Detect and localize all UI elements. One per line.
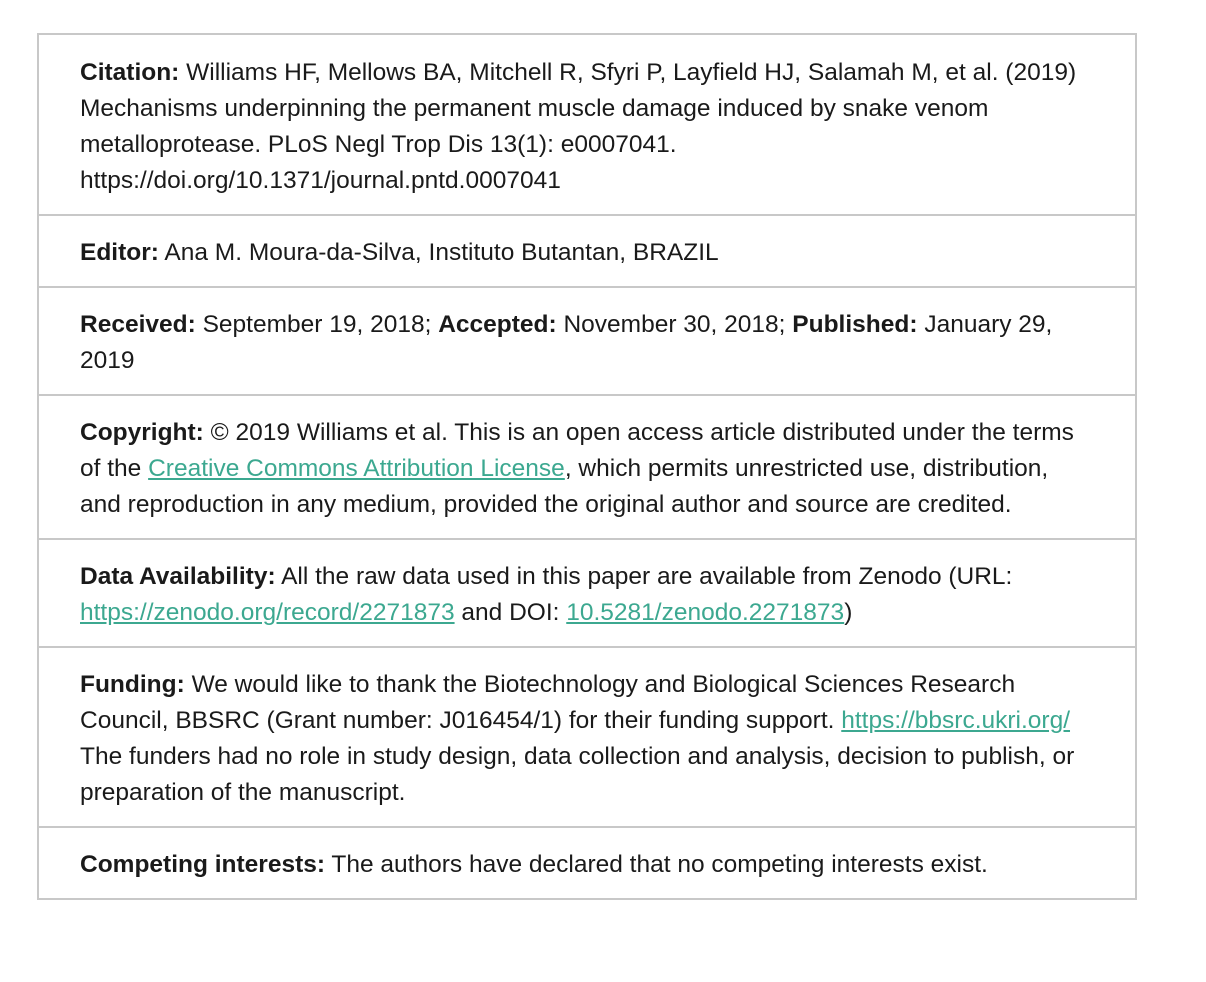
editor-label: Editor: — [80, 239, 159, 266]
accepted-label: Accepted: — [438, 311, 557, 338]
citation-label: Citation: — [80, 59, 180, 86]
editor-text: Ana M. Moura-da-Silva, Instituto Butantan, BRAZIL — [158, 239, 719, 266]
bbsrc-link[interactable]: https://bbsrc.ukri.org/ — [841, 707, 1071, 734]
competing-interests-label: Competing interests: — [80, 851, 326, 878]
received-date: September 19, 2018; — [195, 311, 439, 338]
competing-interests-text: The authors have declared that no competing interests exist. — [325, 851, 988, 878]
funding-label: Funding: — [80, 671, 185, 698]
funding-text-before: We would like to thank the Biotechnology and Biological Sciences Research Council, BBSRC (Grant number: J016454/1) for their funding support. — [80, 671, 1016, 734]
license-link[interactable]: Creative Commons Attribution License — [148, 455, 565, 482]
received-label: Received: — [80, 311, 196, 338]
data-availability-row — [39, 538, 1135, 646]
zenodo-url-link[interactable]: https://zenodo.org/record/2271873 — [80, 599, 455, 626]
data-availability-text-before: All the raw data used in this paper are available from Zenodo (URL: — [275, 563, 1013, 590]
article-info-box — [37, 33, 1137, 900]
zenodo-doi-link[interactable]: 10.5281/zenodo.2271873 — [566, 599, 845, 626]
copyright-text-before: © 2019 Williams et al. This is an open access article distributed under the terms of the — [80, 419, 1074, 482]
published-label: Published: — [792, 311, 918, 338]
citation-text: Williams HF, Mellows BA, Mitchell R, Sfyri P, Layfield HJ, Salamah M, et al. (2019) Mechanisms underpinning the permanent muscle damage induced by snake venom metalloprotease. PLoS Negl Trop Dis 13(1): e0007041. https://doi.org/10.1371/journal.pntd.0007041 — [80, 59, 1077, 194]
copyright-label: Copyright: — [80, 419, 204, 446]
data-availability-text-after: ) — [844, 599, 853, 626]
published-date: January 29, 2019 — [80, 311, 1053, 374]
competing-interests-row — [39, 826, 1135, 898]
copyright-row — [39, 394, 1135, 538]
data-availability-text-middle: and DOI: — [454, 599, 567, 626]
accepted-date: November 30, 2018; — [556, 311, 793, 338]
dates-row — [39, 286, 1135, 394]
citation-row — [39, 35, 1135, 214]
data-availability-label: Data Availability: — [80, 563, 276, 590]
funding-row — [39, 646, 1135, 826]
copyright-text-after: , which permits unrestricted use, distribution, and reproduction in any medium, provided the original author and source are credited. — [80, 455, 1049, 518]
editor-row — [39, 214, 1135, 286]
funding-text-after: The funders had no role in study design, data collection and analysis, decision to publish, or preparation of the manuscript. — [80, 743, 1075, 806]
